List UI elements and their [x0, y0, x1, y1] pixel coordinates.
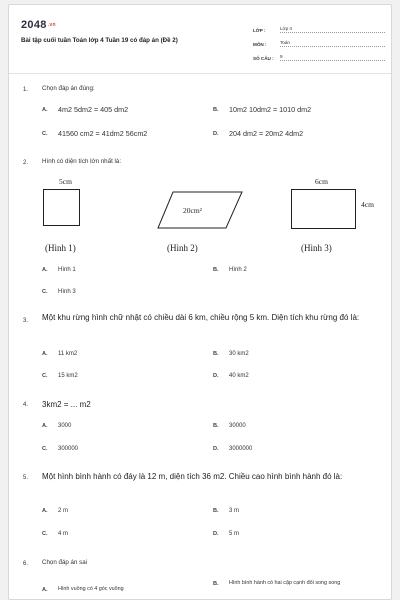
answer-option[interactable] [213, 129, 303, 138]
page-title: Bài tập cuối tuần Toán lớp 4 Tuần 19 có đáp án (Đề 2) [21, 37, 178, 44]
answer-option[interactable] [213, 267, 247, 273]
rectangle-top-label: 6cm [315, 177, 328, 186]
question-number: 4. [23, 402, 29, 408]
option-letter: B. [213, 423, 219, 429]
rectangle-side-label: 4cm [361, 200, 374, 209]
question-number: 5. [23, 475, 29, 481]
answer-option[interactable] [213, 446, 252, 452]
question-text: Hình có diện tích lớn nhất là: [42, 158, 122, 165]
option-value: 10m2 10dm2 = 1010 dm2 [229, 105, 312, 114]
option-letter: A. [42, 508, 48, 514]
question-text: Một hình bình hành có đáy là 12 m, diện tích 36 m2. Chiều cao hình bình hành đó là: [42, 472, 343, 481]
worksheet-page [8, 4, 392, 600]
meta-value: 9 [280, 54, 385, 61]
answer-option[interactable] [42, 508, 68, 514]
question-number: 6. [23, 561, 29, 567]
option-letter: D. [213, 446, 219, 452]
question-number: 2. [23, 160, 29, 166]
option-letter: C. [42, 130, 48, 137]
option-value: 15 km2 [58, 373, 78, 379]
meta-row-count [253, 49, 385, 61]
meta-label: LỚP : [253, 28, 266, 33]
answer-option[interactable] [42, 351, 77, 357]
answer-option[interactable] [213, 105, 311, 114]
answer-option[interactable] [42, 531, 68, 537]
option-letter: C. [42, 531, 48, 537]
option-letter: C. [42, 289, 48, 295]
question-text: 3km2 = ... m2 [42, 400, 91, 409]
meta-label: SỐ CÂU : [253, 56, 274, 61]
option-letter: A. [42, 351, 48, 357]
answer-option[interactable] [213, 531, 239, 537]
option-value: Hình bình hành có hai cặp cạnh đối song song [229, 580, 341, 586]
option-value: 300000 [58, 446, 79, 452]
answer-option[interactable] [213, 579, 379, 588]
figure-caption: (Hình 1) [45, 243, 76, 253]
option-value: 11 km2 [58, 351, 78, 357]
option-value: 30000 [229, 423, 246, 429]
question-text: Chọn đáp án đúng: [42, 85, 95, 92]
logo-text: 2048 [21, 19, 47, 31]
option-letter: C. [42, 373, 48, 379]
option-letter: B. [213, 580, 219, 587]
option-value: Hình 1 [58, 267, 76, 273]
question-number: 1. [23, 87, 29, 93]
answer-option[interactable] [42, 446, 78, 452]
meta-value: Toán [280, 40, 385, 47]
site-logo[interactable] [21, 19, 56, 31]
answer-option[interactable] [213, 351, 249, 357]
answer-option[interactable] [213, 423, 246, 429]
option-letter: A. [42, 586, 48, 593]
figure-caption: (Hình 2) [167, 243, 198, 253]
option-letter: B. [213, 351, 219, 357]
option-value: 4 m [58, 531, 69, 537]
question-number: 3. [23, 318, 29, 324]
square-shape [43, 189, 80, 226]
option-value: 30 km2 [229, 351, 249, 357]
figure-caption: (Hình 3) [301, 243, 332, 253]
option-letter: D. [213, 130, 219, 137]
meta-info [253, 21, 385, 63]
logo-suffix: .vn [47, 22, 56, 29]
option-value: 3000 [58, 423, 72, 429]
option-value: Hình 3 [58, 289, 76, 295]
option-value: 2 m [58, 508, 69, 514]
header-divider [9, 73, 391, 74]
option-value: Hình vuông có 4 góc vuông [58, 586, 124, 592]
option-value: 40 km2 [229, 373, 249, 379]
option-letter: B. [213, 508, 219, 514]
option-value: 204 dm2 = 20m2 4dm2 [229, 129, 304, 138]
parallelogram-area-label: 20cm² [183, 206, 202, 215]
option-letter: A. [42, 106, 48, 113]
option-value: 5 m [229, 531, 240, 537]
answer-option[interactable] [42, 423, 71, 429]
meta-row-subject [253, 35, 385, 47]
answer-option[interactable] [42, 373, 78, 379]
worksheet-header [9, 5, 391, 71]
option-value: 41560 cm2 = 41dm2 56cm2 [58, 129, 148, 138]
meta-row-class [253, 21, 385, 33]
question-text: Chọn đáp án sai [42, 559, 88, 566]
option-value: 3 m [229, 508, 240, 514]
option-value: Hình 2 [229, 267, 247, 273]
option-letter: A. [42, 423, 48, 429]
option-letter: D. [213, 531, 219, 537]
answer-option[interactable] [42, 585, 124, 594]
meta-value: Lớp 4 [280, 26, 385, 33]
square-side-label: 5cm [59, 177, 72, 186]
answer-option[interactable] [213, 508, 239, 514]
rectangle-shape [291, 189, 356, 229]
option-value: 3000000 [229, 446, 253, 452]
answer-option[interactable] [42, 289, 76, 295]
answer-option[interactable] [213, 373, 249, 379]
option-letter: A. [42, 267, 48, 273]
option-letter: B. [213, 106, 219, 113]
answer-option[interactable] [42, 105, 128, 114]
question-text: Một khu rừng hình chữ nhật có chiều dài 6 km, chiều rộng 5 km. Diện tích khu rừng đó là: [42, 313, 360, 322]
option-letter: D. [213, 373, 219, 379]
meta-label: MÔN : [253, 42, 267, 47]
answer-option[interactable] [42, 129, 147, 138]
option-letter: B. [213, 267, 219, 273]
option-value: 4m2 5dm2 = 405 dm2 [58, 105, 129, 114]
answer-option[interactable] [42, 267, 76, 273]
option-letter: C. [42, 446, 48, 452]
